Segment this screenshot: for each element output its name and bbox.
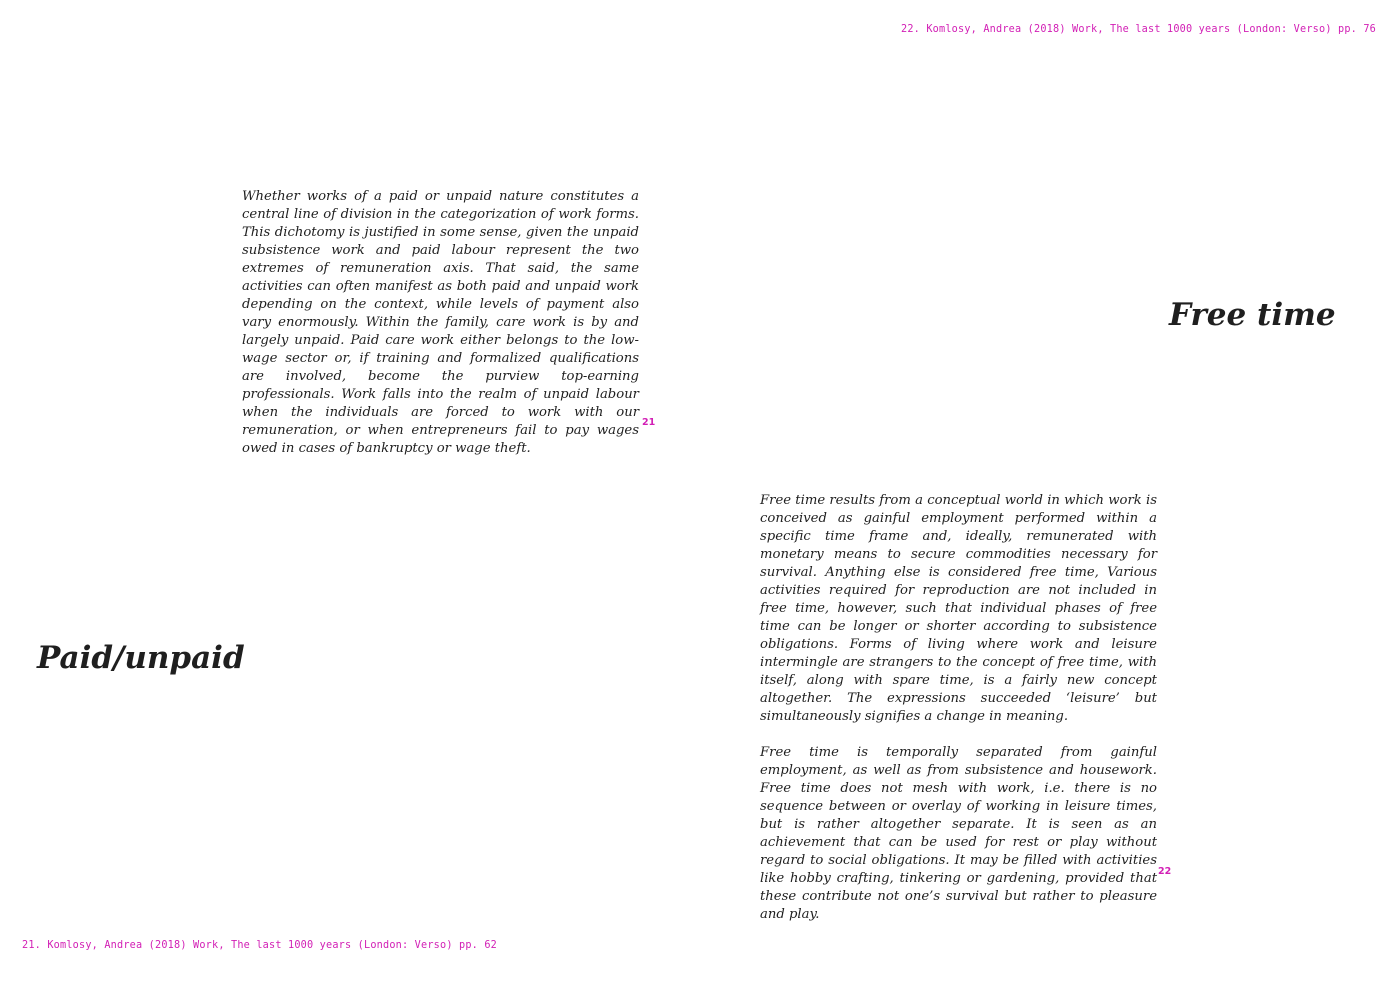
paid-unpaid-paragraph: Whether works of a paid or unpaid nature constitutes a central line of division in the categorization of work forms. This dichotomy is justified in some sense, given the unpaid subsistence work and paid labour represent the two extremes of remuneration axis. That said, the same activities can often manifest as both paid and unpaid work depending on the context, while levels of payment also vary enormously. Within the family, care work is by and largely unpaid. Paid care work either belongs to the low-wage sector or, if training and formalized qualifications are involved, become the purview top-earning professionals. Work falls into the realm of unpaid labour when the individuals are forced to work with our remuneration, or when entrepreneurs fail to pay wages owed in cases of bankruptcy or wage theft. bbox=[242, 189, 639, 456]
paid-unpaid-body-text bbox=[242, 188, 639, 458]
page-number-22: 22 bbox=[1158, 866, 1172, 877]
footnote-21: 21. Komlosy, Andrea (2018) Work, The last 1000 years (London: Verso) pp. 62 bbox=[22, 940, 498, 951]
free-time-body-text bbox=[760, 492, 1157, 924]
free-time-paragraph-1: Free time results from a conceptual world in which work is conceived as gainful employment performed within a specific time frame and, ideally, remunerated with monetary means to secure commodities necessary for survival. Anything else is considered free time, Various activities required for reproduction are not included in free time, however, such that individual phases of free time can be longer or shorter according to subsistence obligations. Forms of living where work and leisure intermingle are strangers to the concept of free time, with itself, along with spare time, is a fairly new concept altogether. The expressions succeeded ‘leisure’ but simultaneously signifies a change in meaning. bbox=[760, 493, 1157, 724]
section-heading-paid-unpaid: Paid/unpaid bbox=[37, 640, 245, 676]
section-heading-free-time: Free time bbox=[1169, 297, 1336, 333]
page-number-21: 21 bbox=[642, 417, 656, 428]
footnote-22: 22. Komlosy, Andrea (2018) Work, The last 1000 years (London: Verso) pp. 76 bbox=[900, 24, 1376, 35]
free-time-paragraph-2: Free time is temporally separated from gainful employment, as well as from subsistence and housework. Free time does not mesh with work, i.e. there is no sequence between or overlay of working in leisure times, but is rather altogether separate. It is seen as an achievement that can be used for rest or play without regard to social obligations. It may be filled with activities like hobby crafting, tinkering or gardening, provided that these contribute not one’s survival but rather to pleasure and play. bbox=[760, 745, 1157, 922]
